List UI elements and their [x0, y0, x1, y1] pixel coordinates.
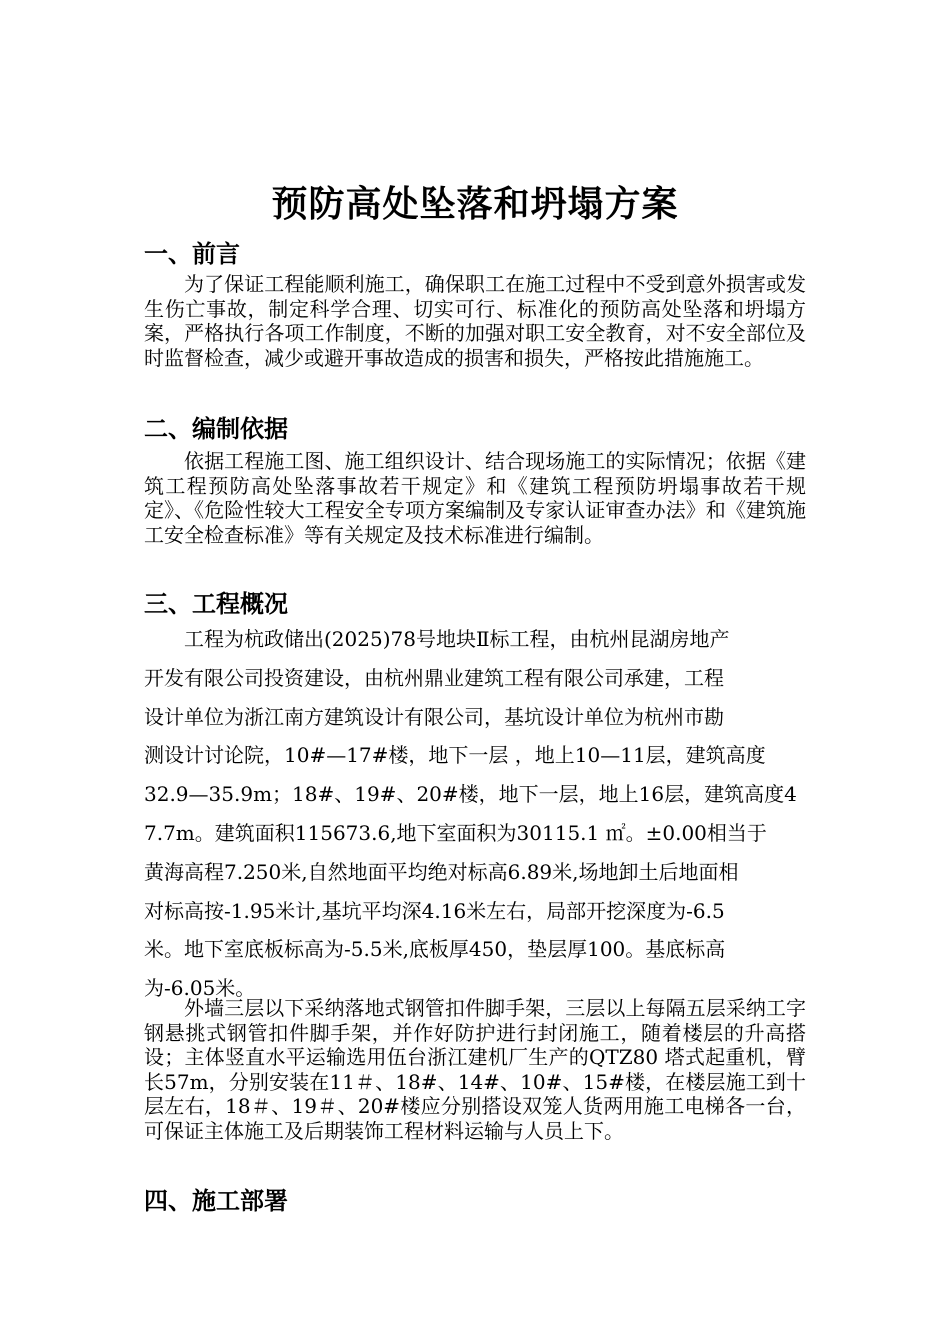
overview-line: 黄海高程7.250米,自然地面平均绝对标高6.89米,场地卸土后地面相 [144, 859, 739, 884]
section-heading-preface: 一、前言 [144, 239, 240, 268]
overview-line: 7.7m。建筑面积115673.6,地下室面积为30115.1 ㎡。±0.00相当于 [144, 820, 767, 845]
document-title: 预防高处坠落和坍塌方案 [271, 183, 679, 225]
overview-line: 对标高按-1.95米计,基坑平均深4.16米左右，局部开挖深度为-6.5 [144, 898, 725, 923]
overview-line: 32.9—35.9m；18#、19#、20#楼，地下一层，地上16层，建筑高度4 [144, 782, 797, 807]
overview-line: 工程为杭政储出(2025)78号地块Ⅱ标工程，由杭州昆湖房地产 [184, 627, 730, 651]
section-heading-basis: 二、编制依据 [144, 414, 288, 443]
preface-paragraph: 为了保证工程能顺利施工，确保职工在施工过程中不受到意外损害或发生伤亡事故，制定科学合理、切实可行、标准化的预防高处坠落和坍塌方案，严格执行各项工作制度，不断的加强对职工安全教育，对不安全部位及时监督检查，减少或避开事故造成的损害和损失，严格按此措施施工。 [144, 272, 806, 370]
overview-line: 开发有限公司投资建设，由杭州鼎业建筑工程有限公司承建，工程 [144, 665, 724, 690]
overview-line: 测设计讨论院，10#—17#楼，地下一层 ，地上10—11层，建筑高度 [144, 743, 766, 768]
overview-line: 为-6.05米。 [144, 976, 256, 1001]
scaffolding-paragraph: 外墙三层以下采纳落地式钢管扣件脚手架，三层以上每隔五层采纳工字钢悬挑式钢管扣件脚手架，并作好防护进行封闭施工，随着楼层的升高搭设；主体竖直水平运输选用伍台浙江建机厂生产的QTZ80 塔式起重机，臂长57m，分别安装在11＃、18#、14#、10#、15#楼，在楼层施工到十层左右，18＃、19＃、20#楼应分别搭设双笼人货两用施工电梯各一台，可保证主体施工及后期装饰工程材料运输与人员上下。 [144, 996, 806, 1143]
overview-line: 米。地下室底板标高为-5.5米,底板厚450，垫层厚100。基底标高 [144, 937, 726, 962]
overview-line: 设计单位为浙江南方建筑设计有限公司，基坑设计单位为杭州市勘 [144, 704, 724, 729]
basis-paragraph: 依据工程施工图、施工组织设计、结合现场施工的实际情况；依据《建筑工程预防高处坠落事故若干规定》和《建筑工程预防坍塌事故若干规定》、《危险性较大工程安全专项方案编制及专家认证审查办法》和《建筑施工安全检查标准》等有关规定及技术标准进行编制。 [144, 449, 806, 547]
section-heading-overview: 三、工程概况 [144, 589, 288, 618]
section-heading-deployment: 四、施工部署 [144, 1186, 288, 1215]
overview-paragraph [144, 620, 806, 1008]
